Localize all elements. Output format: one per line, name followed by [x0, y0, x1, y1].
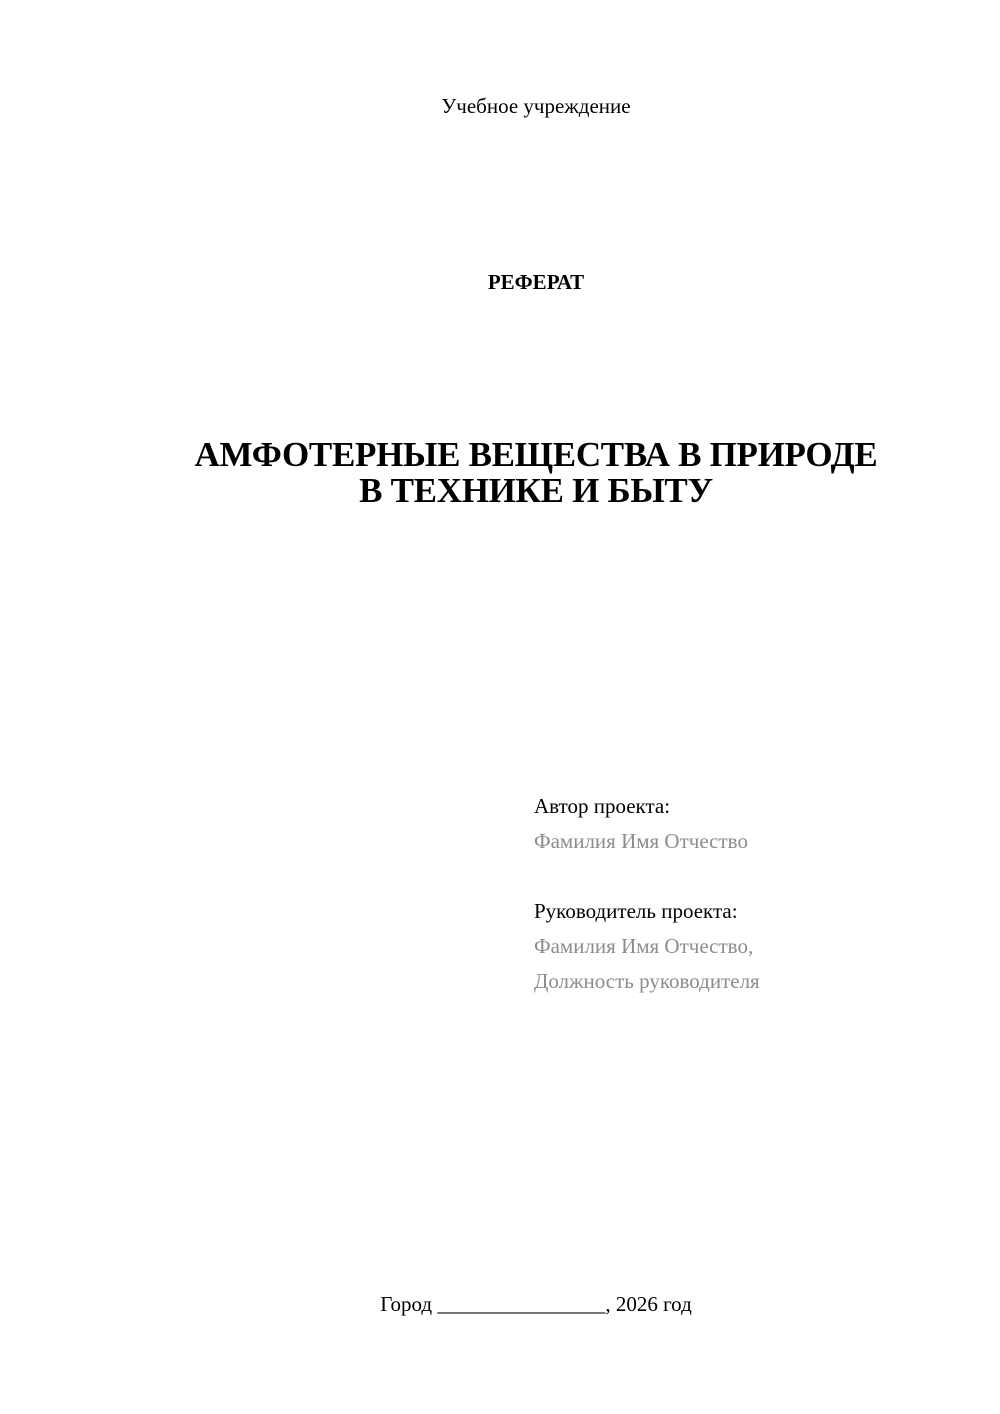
title-line-2: В ТЕХНИКЕ И БЫТУ [359, 471, 713, 510]
credits-block [534, 789, 974, 999]
author-label: Автор проекта: [534, 794, 671, 818]
document-title [100, 437, 972, 509]
credits-spacer [534, 859, 974, 894]
supervisor-label: Руководитель проекта: [534, 899, 738, 923]
supervisor-position: Должность руководителя [534, 969, 760, 993]
document-type: РЕФЕРАТ [487, 270, 585, 294]
title-line-1: АМФОТЕРНЫЕ ВЕЩЕСТВА В ПРИРОДЕ [194, 435, 878, 474]
author-name: Фамилия Имя Отчество [534, 829, 748, 853]
supervisor-name: Фамилия Имя Отчество, [534, 934, 754, 958]
institution-name: Учебное учреждение [441, 94, 631, 118]
city-year-footer: Город ________________, 2026 год [380, 1292, 692, 1316]
